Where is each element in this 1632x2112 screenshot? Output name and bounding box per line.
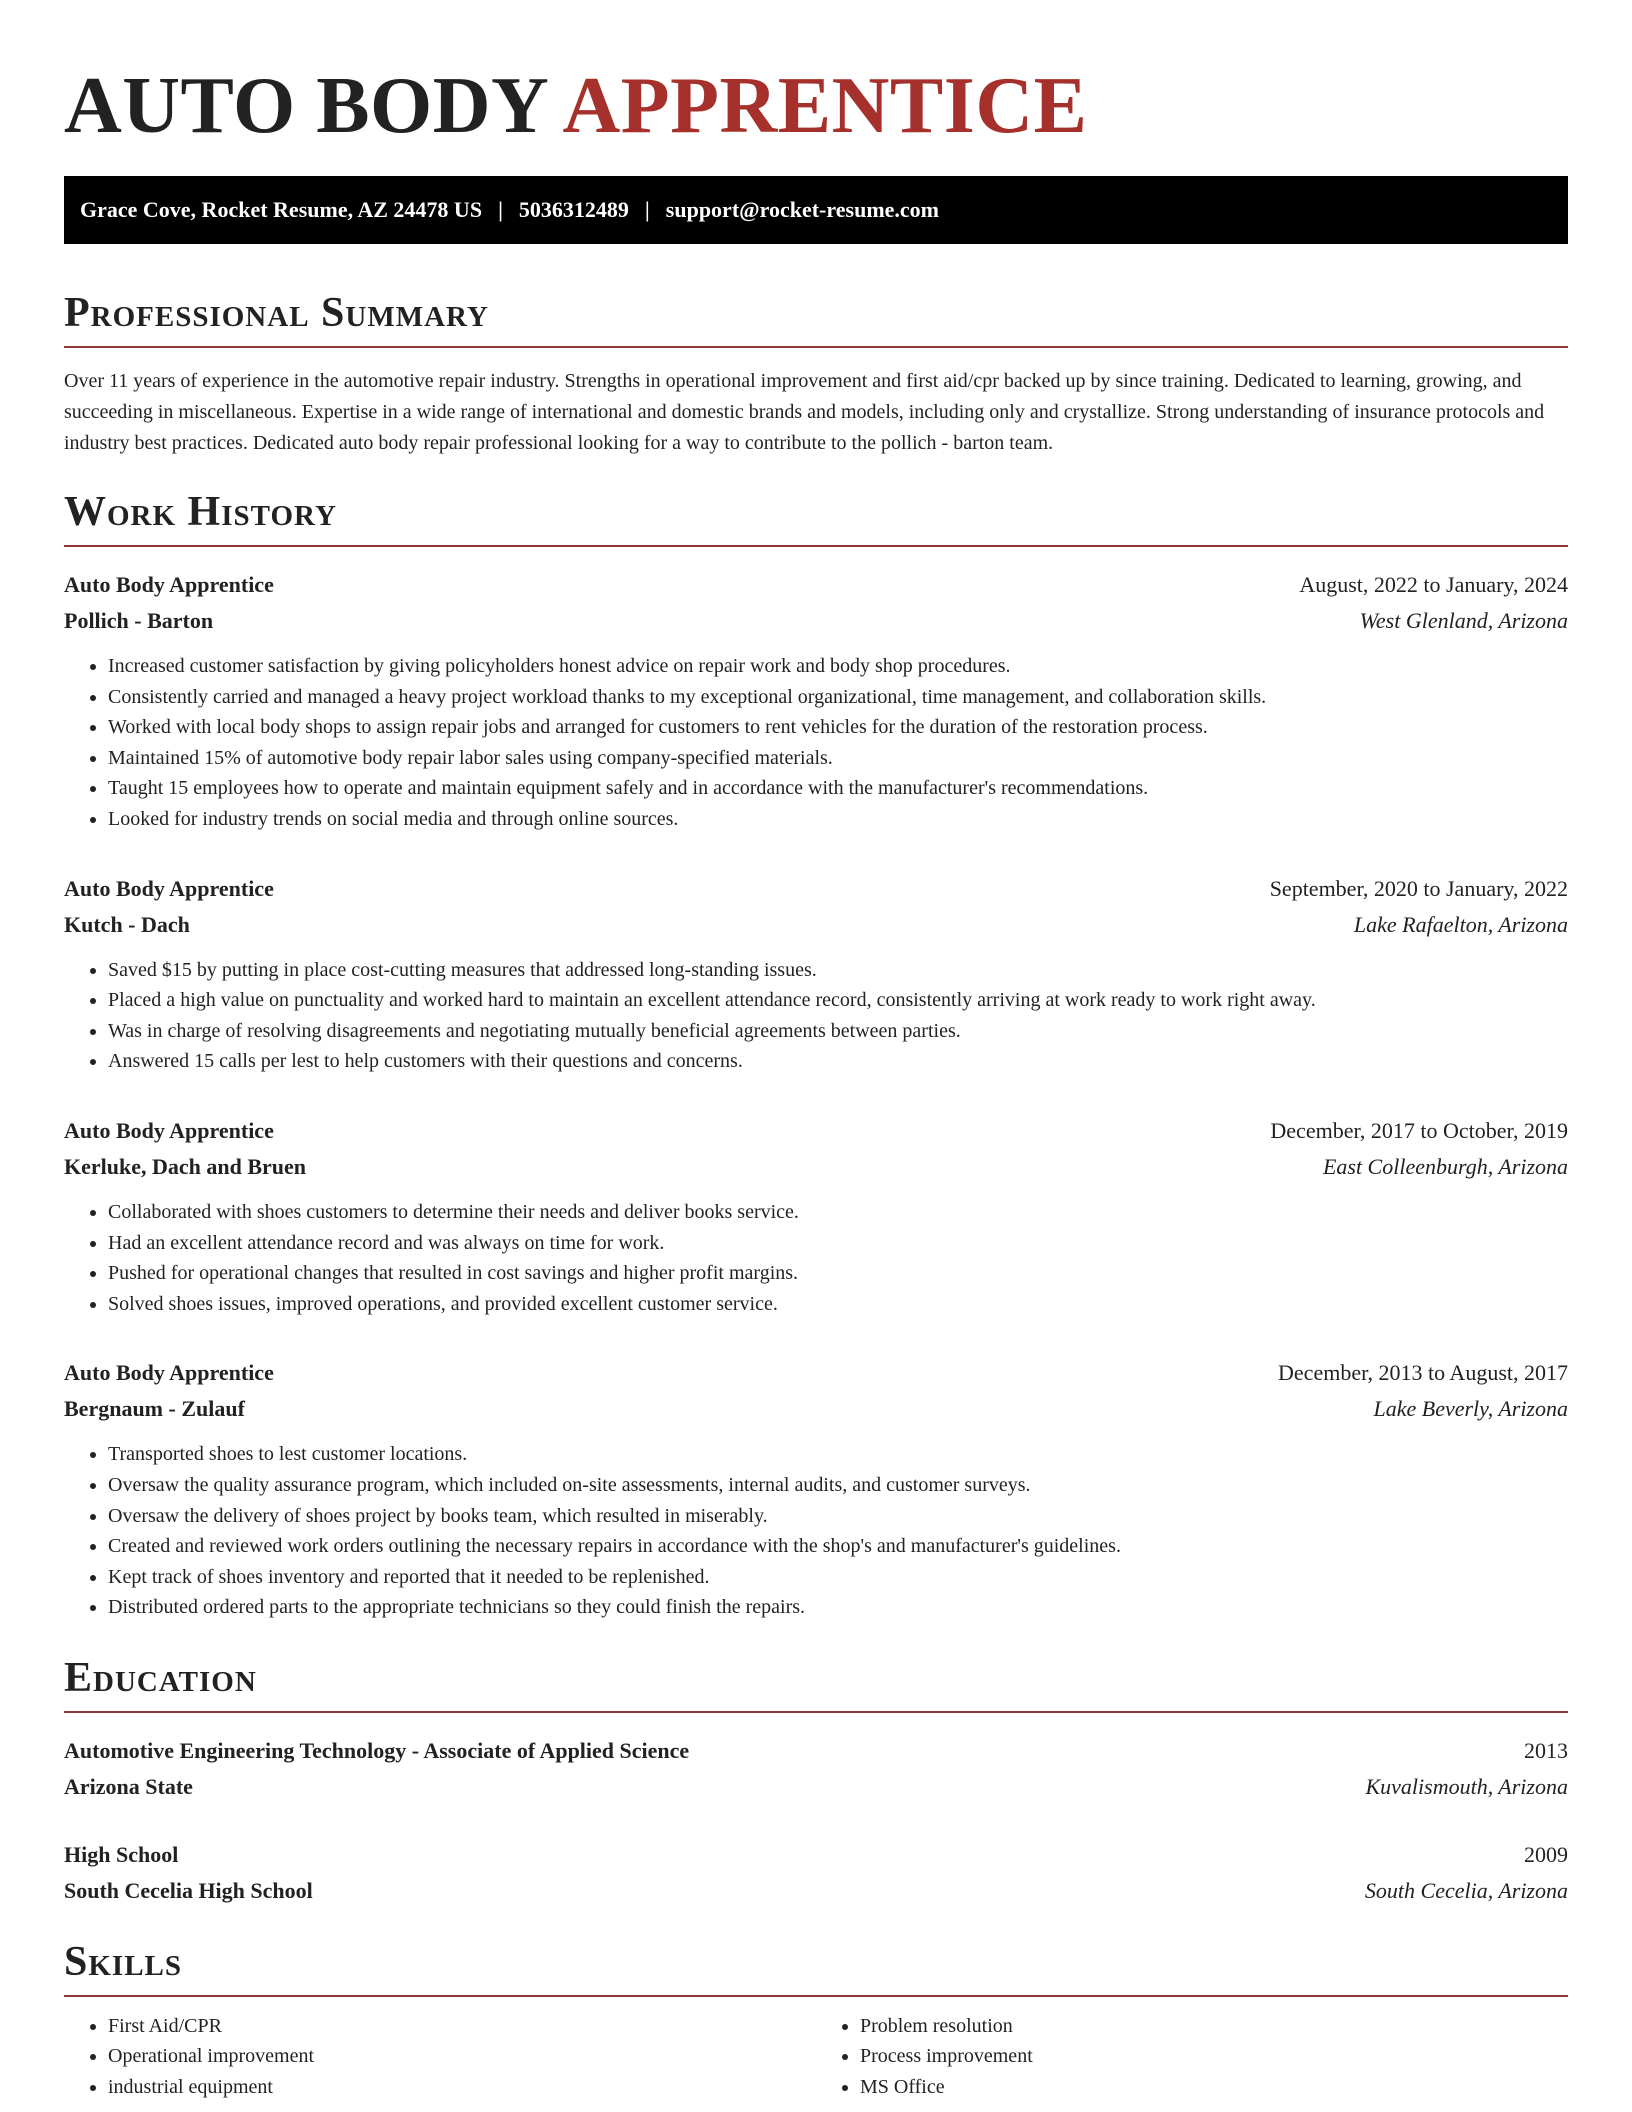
job-bullet: • Kept track of shoes inventory and reported that it needed to be replenished. xyxy=(108,1562,1568,1593)
job-location: West Glenland, Arizona xyxy=(1359,608,1568,633)
job-location: East Colleenburgh, Arizona xyxy=(1322,1153,1568,1179)
job-bullet: • Had an excellent attendance record and was always on time for work. xyxy=(108,1228,1568,1259)
job-company: Kerluke, Dach and Bruen xyxy=(64,1153,307,1179)
education-section xyxy=(64,1653,1568,1909)
work-history-heading: Work History xyxy=(64,489,337,535)
summary-text: Over 11 years of experience in the automotive repair industry. Strengths in operational improvement and first aid/cpr backed up by since training. Dedicated to learning, growing, and succeeding in miscellaneous. Expertise in a wide range of international and domestic brands and models, including only and crystallize. Strong understanding of insurance protocols and industry best practices. Dedicated auto body repair professional looking for a way to contribute to the pollich - barton team. xyxy=(64,370,1545,454)
skill-item: • Operational improvement xyxy=(108,2041,816,2072)
job-bullet: • Pushed for operational changes that resulted in cost savings and higher profit margins. xyxy=(108,1258,1568,1289)
job-bullet: • Maintained 15% of automotive body repair labor sales using company-specified materials. xyxy=(108,743,1568,774)
contact-separator: | xyxy=(644,197,650,222)
job-bullet: • Looked for industry trends on social media and through online sources. xyxy=(108,804,1568,835)
job-company: Kutch - Dach xyxy=(64,911,190,937)
section-divider xyxy=(64,1711,1568,1713)
job-bullet: • Created and reviewed work orders outlining the necessary repairs in accordance with the shop's and manufacturer's guidelines. xyxy=(108,1531,1568,1562)
skill-item: • industrial equipment xyxy=(108,2072,816,2103)
job-title: Auto Body Apprentice xyxy=(64,572,274,597)
job-dates: September, 2020 to January, 2022 xyxy=(1269,875,1568,901)
contact-separator: | xyxy=(498,197,503,222)
job-dates: December, 2017 to October, 2019 xyxy=(1270,1117,1568,1143)
skill-item: • Process improvement xyxy=(860,2041,1568,2072)
skill-item: • MS Office xyxy=(860,2072,1568,2103)
job-title: Auto Body Apprentice xyxy=(64,875,274,901)
skill-item: • Problem resolution xyxy=(860,2011,1568,2042)
job-company: Pollich - Barton xyxy=(64,608,214,633)
skills-heading: Skills xyxy=(64,1938,183,1985)
job-dates: December, 2013 to August, 2017 xyxy=(1278,1360,1568,1386)
job-bullets xyxy=(64,1197,1568,1319)
job-entry xyxy=(64,567,1568,835)
job-bullet: • Distributed ordered parts to the appropriate technicians so they could finish the repairs. xyxy=(108,1592,1568,1623)
job-title: Auto Body Apprentice xyxy=(64,1360,274,1386)
job-bullets xyxy=(64,651,1568,835)
skills-list-right xyxy=(816,2011,1568,2103)
job-bullet: • Solved shoes issues, improved operations, and provided excellent customer service. xyxy=(108,1289,1568,1320)
job-bullet: • Answered 15 calls per lest to help customers with their questions and concerns. xyxy=(108,1046,1568,1077)
skills-section xyxy=(64,1937,1568,2103)
education-location: South Cecelia, Arizona xyxy=(1364,1877,1568,1903)
job-bullet: • Collaborated with shoes customers to determine their needs and deliver books service. xyxy=(108,1197,1568,1228)
section-divider xyxy=(64,1995,1568,1997)
education-heading: Education xyxy=(64,1654,257,1701)
job-bullet: • Taught 15 employees how to operate and maintain equipment safely and in accordance with the manufacturer's recommendations. xyxy=(108,773,1568,804)
job-title: Auto Body Apprentice xyxy=(64,1117,274,1143)
skills-list-left xyxy=(64,2011,816,2103)
job-bullet: • Consistently carried and managed a heavy project workload thanks to my exceptional organizational, time management, and collaboration skills. xyxy=(108,682,1568,713)
summary-section xyxy=(64,288,1568,459)
contact-phone: 5036312489 xyxy=(518,197,629,222)
job-bullets xyxy=(64,955,1568,1077)
job-entry xyxy=(64,1355,1568,1623)
education-degree: Automotive Engineering Technology - Associate of Applied Science xyxy=(64,1737,690,1763)
summary-heading: Professional Summary xyxy=(64,290,489,336)
education-location: Kuvalismouth, Arizona xyxy=(1365,1773,1568,1799)
skills-columns xyxy=(64,2011,1568,2103)
job-bullet: • Placed a high value on punctuality and worked hard to maintain an excellent attendance record, consistently arriving at work ready to work right away. xyxy=(108,985,1568,1016)
education-entry xyxy=(64,1733,1568,1805)
job-bullet: • Was in charge of resolving disagreements and negotiating mutually beneficial agreements between parties. xyxy=(108,1016,1568,1047)
education-school: Arizona State xyxy=(64,1773,193,1799)
education-school: South Cecelia High School xyxy=(64,1877,313,1903)
education-degree: High School xyxy=(64,1841,179,1867)
resume-title xyxy=(64,0,1568,156)
contact-email: support@rocket-resume.com xyxy=(665,197,939,222)
job-entry xyxy=(64,1113,1568,1319)
job-location: Lake Rafaelton, Arizona xyxy=(1353,911,1568,937)
job-bullet: • Worked with local body shops to assign repair jobs and arranged for customers to rent vehicles for the duration of the restoration process. xyxy=(108,712,1568,743)
contact-address: Grace Cove, Rocket Resume, AZ 24478 US xyxy=(80,197,483,222)
section-divider xyxy=(64,346,1568,348)
title-part-2: APPRENTICE xyxy=(562,62,1088,150)
education-entry xyxy=(64,1837,1568,1909)
job-location: Lake Beverly, Arizona xyxy=(1373,1396,1568,1422)
skill-item: • First Aid/CPR xyxy=(108,2011,816,2042)
contact-bar xyxy=(64,176,1568,244)
job-bullet: • Increased customer satisfaction by giving policyholders honest advice on repair work and body shop procedures. xyxy=(108,651,1568,682)
title-part-1: AUTO BODY xyxy=(64,62,547,150)
job-bullet: • Saved $15 by putting in place cost-cutting measures that addressed long-standing issues. xyxy=(108,955,1568,986)
job-dates: August, 2022 to January, 2024 xyxy=(1299,572,1568,597)
job-bullet: • Oversaw the quality assurance program, which included on-site assessments, internal audits, and customer surveys. xyxy=(108,1470,1568,1501)
work-history-section xyxy=(64,487,1568,1623)
education-year: 2009 xyxy=(1524,1841,1568,1867)
job-company: Bergnaum - Zulauf xyxy=(64,1396,245,1422)
job-bullets xyxy=(64,1439,1568,1623)
job-bullet: • Transported shoes to lest customer locations. xyxy=(108,1439,1568,1470)
job-entry xyxy=(64,871,1568,1077)
section-divider xyxy=(64,545,1568,547)
job-bullet: • Oversaw the delivery of shoes project by books team, which resulted in miserably. xyxy=(108,1501,1568,1532)
education-year: 2013 xyxy=(1524,1737,1568,1763)
